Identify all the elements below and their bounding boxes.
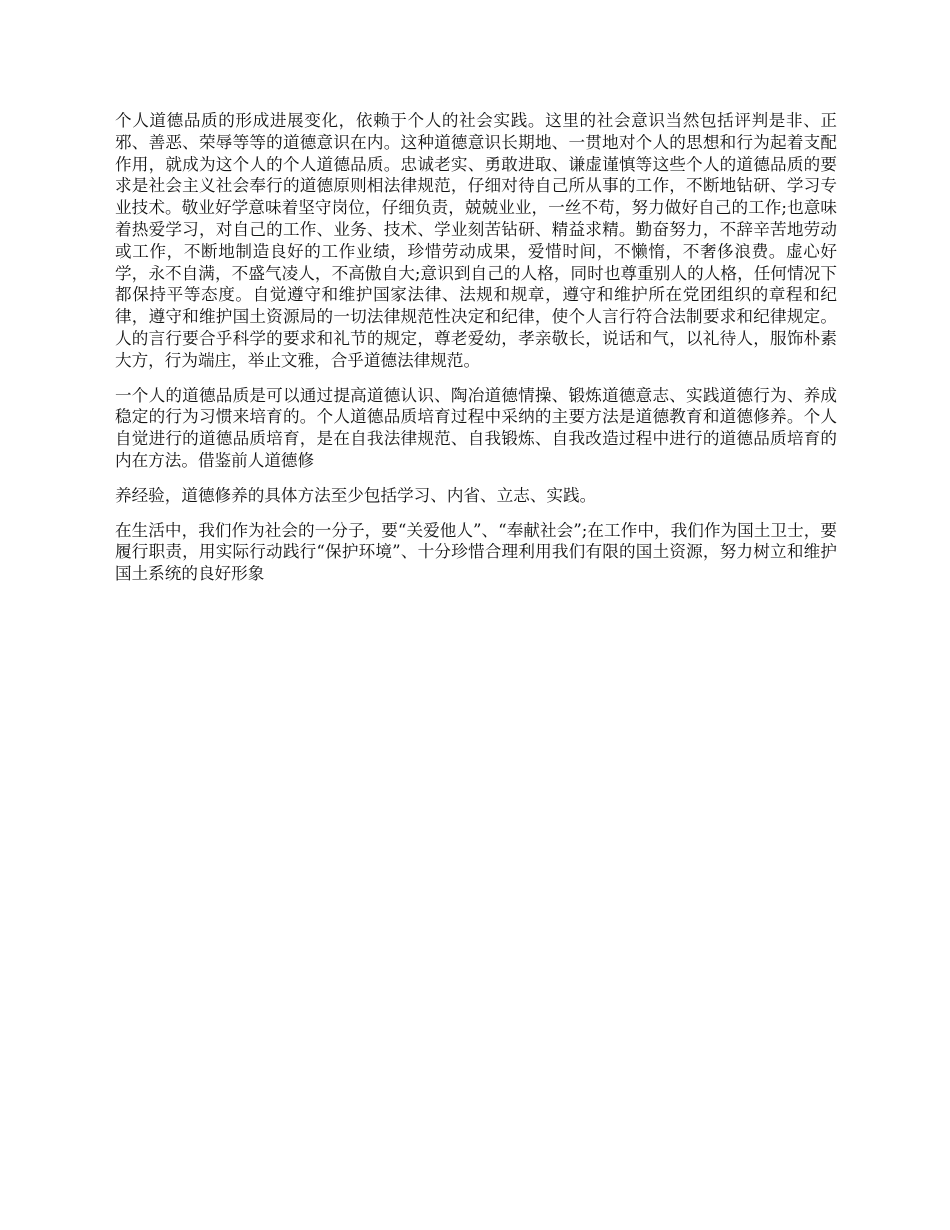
paragraph-4: 在生活中，我们作为社会的一分子，要“关爱他人”、“奉献社会”;在工作中，我们作为国土卫士，要履行职责，用实际行动践行“保护环境”、十分珍惜合理利用我们有限的国土资源，努力树立和维护国土系统的良好形象 [115, 520, 837, 584]
document-body [115, 110, 837, 598]
paragraph-1: 个人道德品质的形成进展变化，依赖于个人的社会实践。这里的社会意识当然包括评判是非、正邪、善恶、荣辱等等的道德意识在内。这种道德意识长期地、一贯地对个人的思想和行为起着支配作用，就成为这个人的个人道德品质。忠诚老实、勇敢进取、谦虚谨慎等这些个人的道德品质的要求是社会主义社会奉行的道德原则相法律规范，仔细对待自己所从事的工作，不断地钻研、学习专业技术。敬业好学意味着坚守岗位，仔细负责，兢兢业业，一丝不苟，努力做好自己的工作;也意味着热爱学习，对自己的工作、业务、技术、学业刻苦钻研、精益求精。勤奋努力，不辞辛苦地劳动或工作，不断地制造良好的工作业绩，珍惜劳动成果，爱惜时间，不懒惰，不奢侈浪费。虚心好学，永不自满，不盛气凌人，不高傲自大;意识到自己的人格，同时也尊重别人的人格，任何情况下都保持平等态度。自觉遵守和维护国家法律、法规和规章，遵守和维护所在党团组织的章程和纪律，遵守和维护国土资源局的一切法律规范性决定和纪律，使个人言行符合法制要求和纪律规定。人的言行要合乎科学的要求和礼节的规定，尊老爱幼，孝亲敬长，说话和气，以礼待人，服饰朴素大方，行为端庄，举止文雅，合乎道德法律规范。 [115, 111, 837, 370]
paragraph-2: 一个人的道德品质是可以通过提高道德认识、陶冶道德情操、锻炼道德意志、实践道德行为、养成稳定的行为习惯来培育的。个人道德品质培育过程中采纳的主要方法是道德教育和道德修养。个人自觉进行的道德品质培育，是在自我法律规范、自我锻炼、自我改造过程中进行的道德品质培育的内在方法。借鉴前人道德修 [115, 385, 837, 470]
paragraph-3: 养经验，道德修养的具体方法至少包括学习、内省、立志、实践。 [115, 485, 597, 505]
